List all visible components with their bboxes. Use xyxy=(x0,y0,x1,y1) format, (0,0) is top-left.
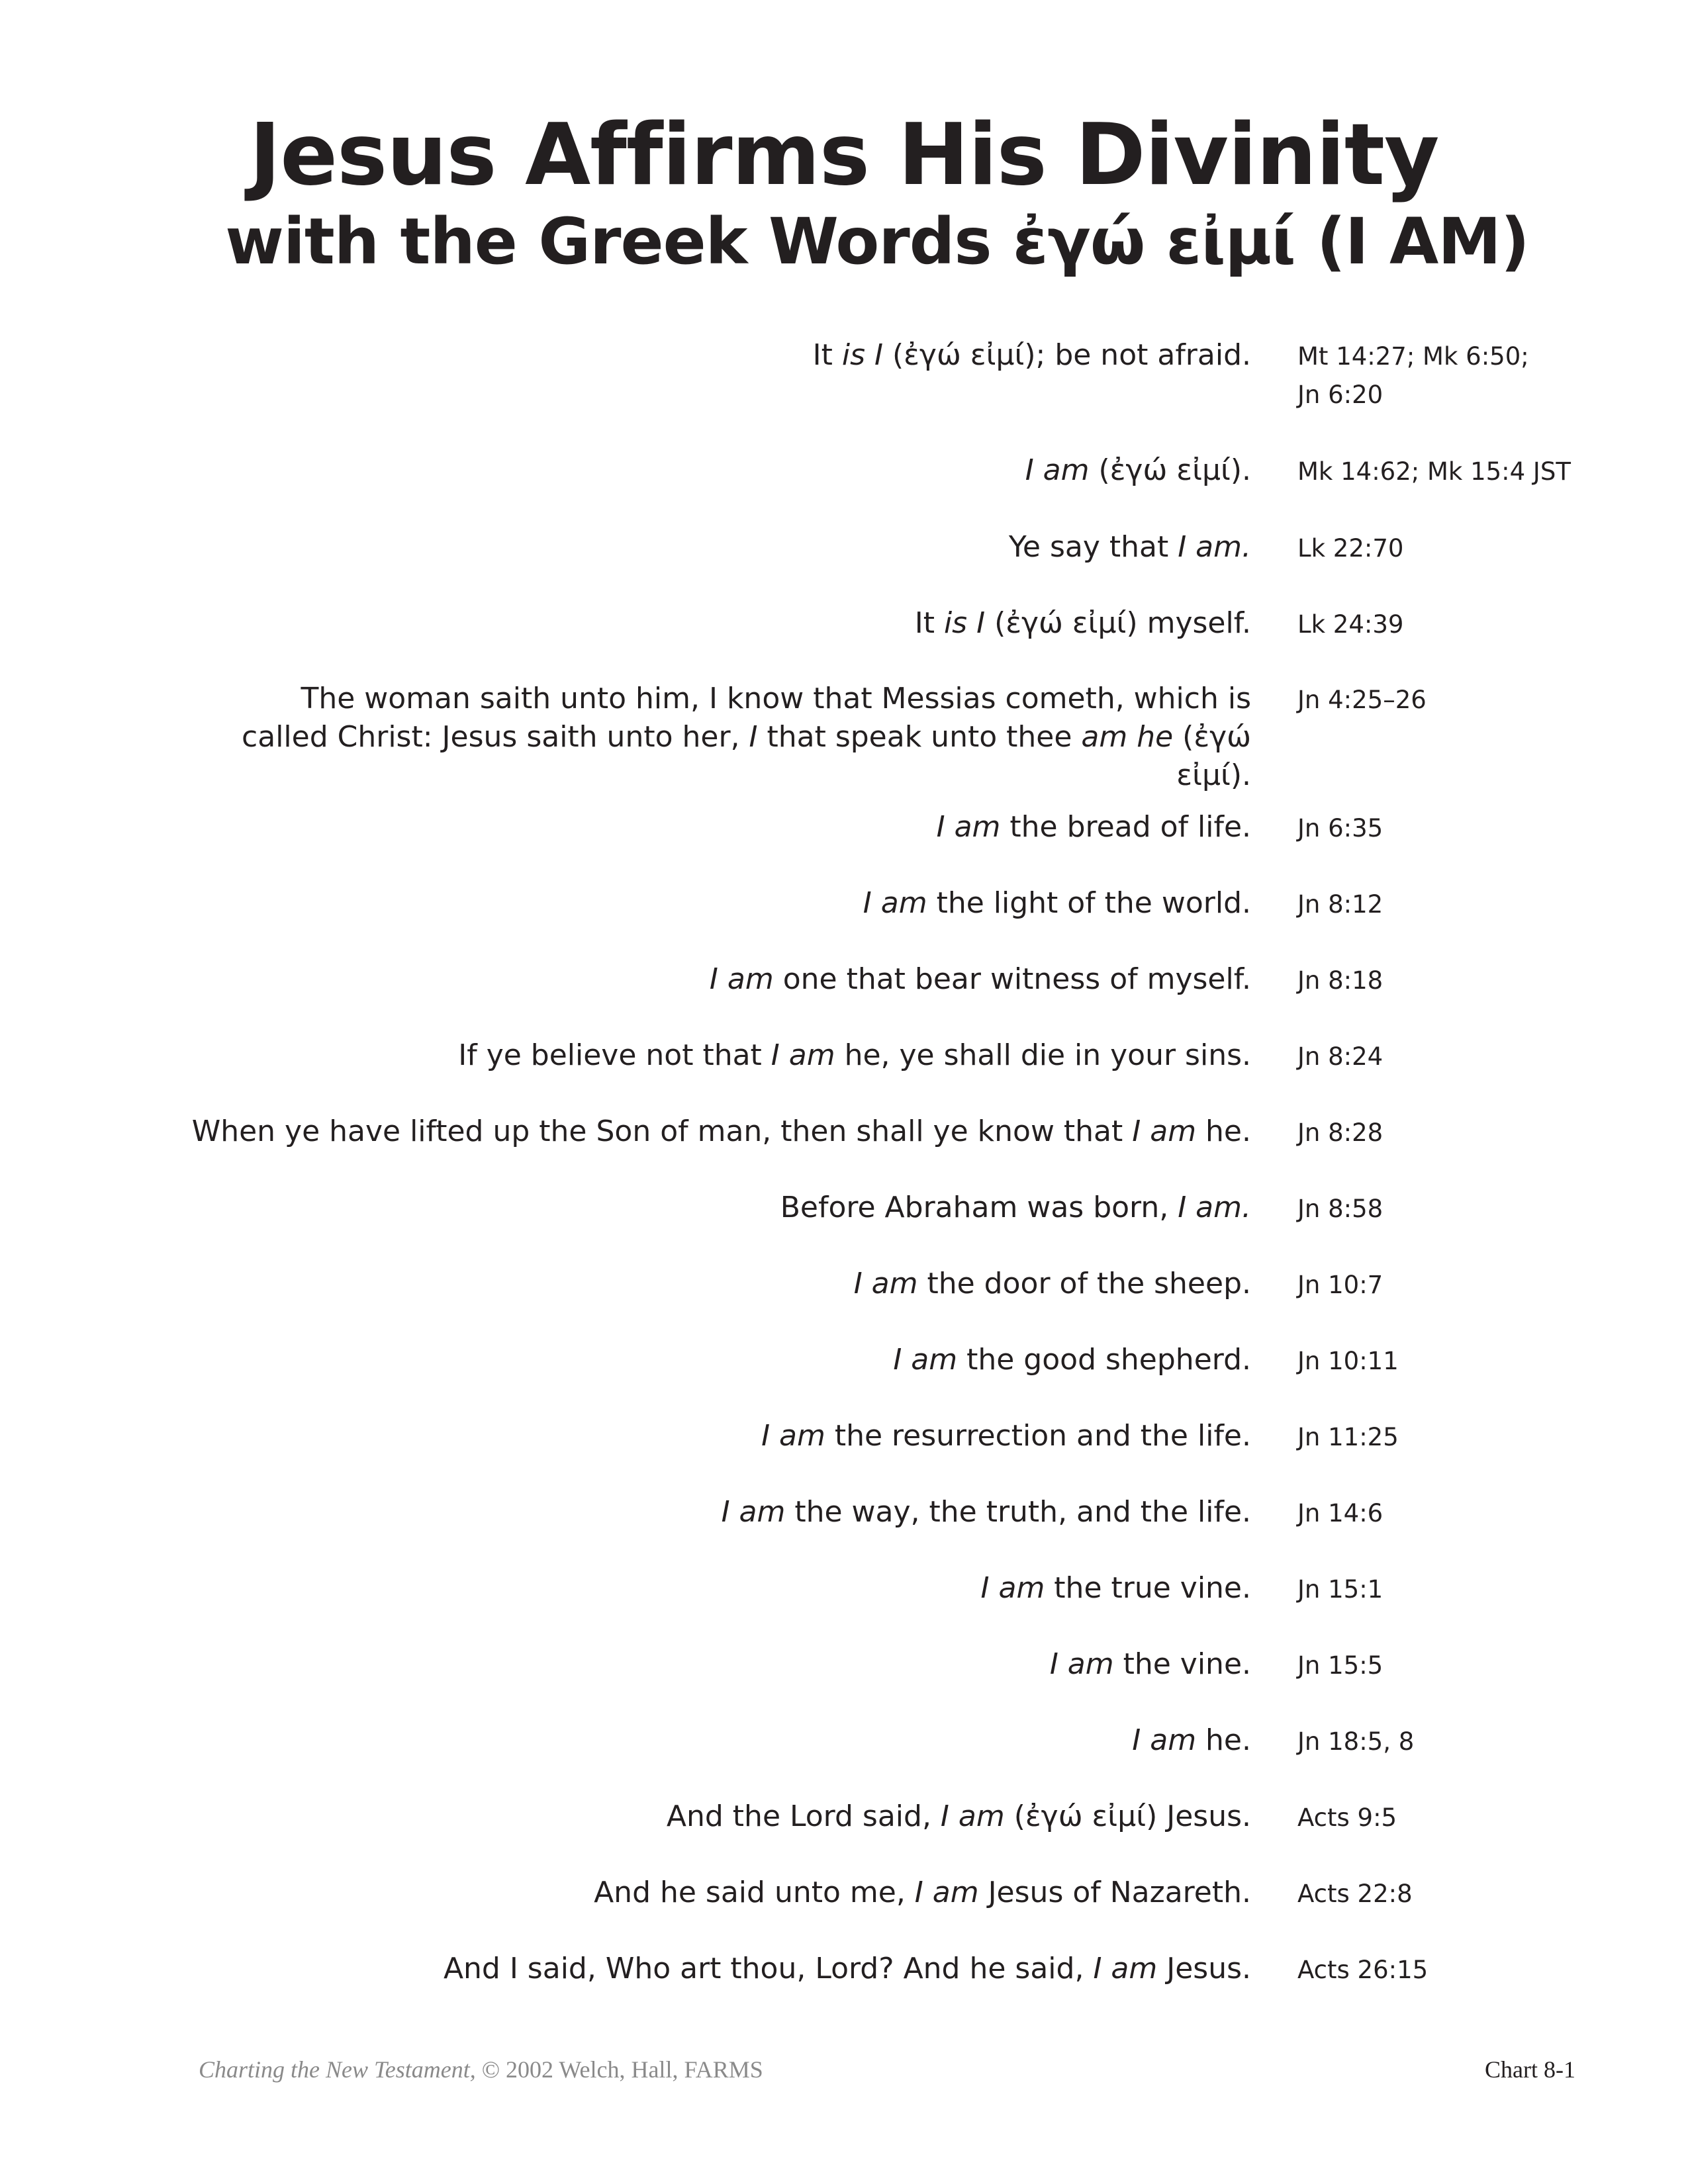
scripture-reference: Jn 6:35 xyxy=(1297,814,1383,842)
scripture-reference: Acts 9:5 xyxy=(1297,1803,1397,1832)
quote-emphasis: I am xyxy=(771,1038,835,1072)
scripture-quote xyxy=(179,1113,1251,1151)
quote-emphasis: I am xyxy=(863,886,927,920)
scripture-reference: Acts 26:15 xyxy=(1297,1956,1429,1984)
quote-text: the bread of life. xyxy=(1000,810,1251,844)
scripture-reference: Jn 4:25–26 xyxy=(1297,686,1427,714)
scripture-quote xyxy=(179,1797,1251,1836)
scripture-reference: Jn 18:5, 8 xyxy=(1297,1727,1415,1756)
quote-text: Jesus. xyxy=(1157,1952,1251,1985)
quote-text: (ἐγώ εἰμί) Jesus. xyxy=(1004,1799,1251,1833)
scripture-quote xyxy=(179,1721,1251,1760)
scripture-quote xyxy=(179,1189,1251,1227)
quote-emphasis: I am xyxy=(1025,453,1090,487)
quote-text: Before Abraham was born, xyxy=(780,1191,1178,1224)
scripture-quote xyxy=(179,1265,1251,1303)
quote-emphasis: I am xyxy=(893,1343,958,1377)
scripture-quote xyxy=(179,808,1251,846)
scripture-reference: Jn 11:25 xyxy=(1297,1423,1399,1451)
quote-text: the door of the sheep. xyxy=(917,1267,1251,1300)
quote-text: the way, the truth, and the life. xyxy=(785,1495,1251,1529)
scripture-quote xyxy=(179,528,1251,567)
scripture-quote xyxy=(179,1341,1251,1379)
quote-text: the good shepherd. xyxy=(957,1343,1251,1377)
quote-text: (ἐγώ εἰμί). xyxy=(1173,720,1251,792)
quote-emphasis: I am xyxy=(709,962,774,996)
scripture-quote xyxy=(179,1569,1251,1608)
scripture-quote xyxy=(179,884,1251,923)
quote-text: the vine. xyxy=(1113,1647,1251,1681)
scripture-reference: Lk 22:70 xyxy=(1297,534,1404,563)
quote-emphasis: is I xyxy=(943,606,986,640)
quote-emphasis: I am xyxy=(853,1267,918,1300)
quote-text: Ye say that xyxy=(1008,530,1178,564)
quote-emphasis: I am xyxy=(936,810,1001,844)
quote-text: one that bear witness of myself. xyxy=(773,962,1251,996)
scripture-reference: Jn 15:5 xyxy=(1297,1651,1383,1680)
quote-emphasis: I am xyxy=(1049,1647,1114,1681)
scripture-reference: Jn 15:1 xyxy=(1297,1575,1383,1604)
quote-text: that speak unto thee xyxy=(757,720,1082,754)
scripture-reference: Mt 14:27; Mk 6:50; Jn 6:20 xyxy=(1297,342,1529,409)
quote-text: (ἐγώ εἰμί); be not afraid. xyxy=(882,338,1251,372)
scripture-quote xyxy=(179,1493,1251,1531)
quote-text: he, ye shall die in your sins. xyxy=(835,1038,1251,1072)
quote-text: If ye believe not that xyxy=(458,1038,771,1072)
quote-text: It xyxy=(812,338,842,372)
scripture-quote xyxy=(179,451,1251,490)
scripture-reference: Jn 8:58 xyxy=(1297,1195,1383,1223)
quote-emphasis: I am xyxy=(721,1495,786,1529)
scripture-quote xyxy=(179,1950,1251,1988)
scripture-reference: Jn 8:18 xyxy=(1297,966,1383,995)
quote-text: And I said, Who art thou, Lord? And he said, xyxy=(443,1952,1094,1985)
page-subtitle: with the Greek Words ἐγώ εἰμί (I AM) xyxy=(225,205,1529,279)
quote-text: he. xyxy=(1196,1723,1251,1757)
scripture-reference: Jn 10:11 xyxy=(1297,1347,1399,1375)
scripture-quote xyxy=(179,960,1251,999)
quote-emphasis: I am. xyxy=(1178,1191,1251,1224)
quote-text: he. xyxy=(1196,1115,1251,1148)
copyright-text: © 2002 Welch, Hall, FARMS xyxy=(475,2056,763,2083)
scripture-reference: Jn 8:28 xyxy=(1297,1118,1383,1147)
quote-emphasis: I am xyxy=(1132,1723,1197,1757)
scripture-quote xyxy=(179,336,1251,375)
quote-text: (ἐγώ εἰμί). xyxy=(1089,453,1251,487)
scripture-reference: Jn 10:7 xyxy=(1297,1271,1383,1299)
quote-emphasis: I am xyxy=(1093,1952,1158,1985)
footer-credit xyxy=(199,2056,763,2083)
quote-emphasis: I am xyxy=(940,1799,1005,1833)
scripture-quote xyxy=(179,1645,1251,1684)
quote-text: the resurrection and the life. xyxy=(825,1419,1251,1453)
quote-text: And he said unto me, xyxy=(594,1876,915,1909)
quote-text: When ye have lifted up the Son of man, then shall ye know that xyxy=(191,1115,1133,1148)
quote-emphasis: is I xyxy=(841,338,883,372)
scripture-quote xyxy=(218,680,1251,795)
quote-emphasis: I xyxy=(749,720,758,754)
quote-emphasis: I am. xyxy=(1178,530,1251,564)
quote-emphasis: I am xyxy=(761,1419,825,1453)
scripture-reference: Jn 14:6 xyxy=(1297,1499,1383,1527)
scripture-reference: Jn 8:12 xyxy=(1297,890,1383,919)
scripture-quote xyxy=(179,1874,1251,1912)
quote-text: (ἐγώ εἰμί) myself. xyxy=(985,606,1251,640)
page-title: Jesus Affirms His Divinity xyxy=(249,106,1439,205)
scripture-reference: Acts 22:8 xyxy=(1297,1880,1413,1908)
scripture-quote xyxy=(179,604,1251,643)
quote-emphasis: am he xyxy=(1081,720,1174,754)
quote-emphasis: I am xyxy=(1132,1115,1197,1148)
scripture-reference: Lk 24:39 xyxy=(1297,610,1404,639)
quote-text: The woman saith unto him, I know that Messias cometh, which is called Christ: Jesus saith unto her, xyxy=(242,682,1251,754)
quote-text: Jesus of Nazareth. xyxy=(978,1876,1251,1909)
quote-emphasis: I am xyxy=(914,1876,979,1909)
scripture-reference: Mk 14:62; Mk 15:4 JST xyxy=(1297,457,1571,486)
scripture-reference: Jn 8:24 xyxy=(1297,1042,1383,1071)
quote-text: And the Lord said, xyxy=(666,1799,941,1833)
chart-number: Chart 8-1 xyxy=(1485,2056,1575,2083)
scripture-quote xyxy=(179,1036,1251,1075)
book-title: Charting the New Testament, xyxy=(199,2056,476,2083)
quote-text: the true vine. xyxy=(1045,1571,1251,1605)
quote-text: It xyxy=(914,606,944,640)
scripture-quote xyxy=(179,1417,1251,1455)
quote-emphasis: I am xyxy=(980,1571,1045,1605)
quote-text: the light of the world. xyxy=(927,886,1251,920)
